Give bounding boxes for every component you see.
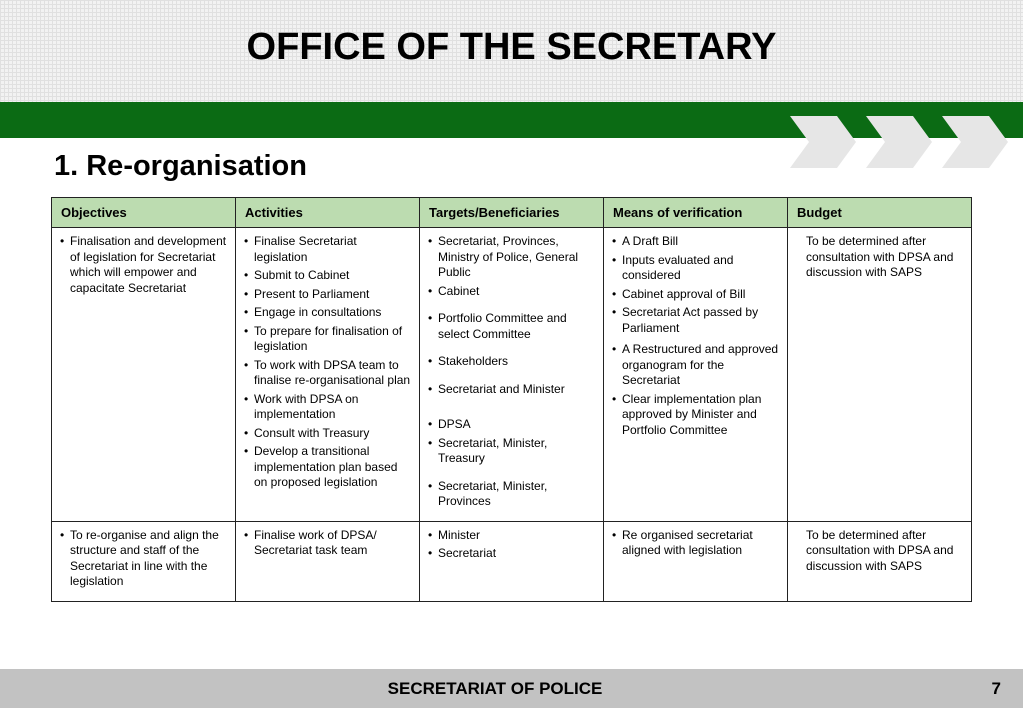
list-item: • Work with DPSA on implementation xyxy=(244,392,413,423)
column-header: Means of verification xyxy=(604,198,788,228)
page-title: OFFICE OF THE SECRETARY xyxy=(246,26,777,68)
list-item: • Stakeholders xyxy=(428,354,597,370)
list-item: • Cabinet approval of Bill xyxy=(612,287,781,303)
list-item: • Submit to Cabinet xyxy=(244,268,413,284)
chevron-decoration xyxy=(790,114,1015,170)
list-item: • Engage in consultations xyxy=(244,305,413,321)
list-item: • Re organised secretariat aligned with legislation xyxy=(612,528,781,559)
chevron-right-icon xyxy=(790,116,856,168)
table-header-row xyxy=(52,198,972,228)
list-item: • Secretariat, Provinces, Ministry of Police, General Public xyxy=(428,234,597,281)
list-item: • Present to Parliament xyxy=(244,287,413,303)
objectives-cell xyxy=(52,228,236,522)
list-item: • Secretariat Act passed by Parliament xyxy=(612,305,781,336)
column-header: Objectives xyxy=(52,198,236,228)
list-item: • Portfolio Committee and select Committee xyxy=(428,311,597,342)
list-item: • Minister xyxy=(428,528,597,544)
list-item: • Finalisation and development of legislation for Secretariat which will empower and capacitate Secretariat xyxy=(60,234,229,296)
list-item: • Develop a transitional implementation plan based on proposed legislation xyxy=(244,444,413,491)
chevron-right-icon xyxy=(866,116,932,168)
column-header: Budget xyxy=(788,198,972,228)
section-heading: 1. Re-organisation xyxy=(54,150,307,182)
list-item: • Consult with Treasury xyxy=(244,426,413,442)
page-number: 7 xyxy=(991,679,1001,698)
table-row xyxy=(52,521,972,601)
targets-cell xyxy=(420,521,604,601)
budget-text: To be determined after consultation with DPSA and discussion with SAPS xyxy=(806,527,954,573)
list-item: • Secretariat xyxy=(428,546,597,562)
list-item: • DPSA xyxy=(428,417,597,433)
list-item: • Secretariat and Minister xyxy=(428,382,597,398)
list-item: • Secretariat, Minister, Provinces xyxy=(428,479,597,510)
list-item: • Finalise Secretariat legislation xyxy=(244,234,413,265)
list-item: • Finalise work of DPSA/ Secretariat task team xyxy=(244,528,413,559)
chevron-right-icon xyxy=(942,116,1008,168)
list-item: • A Restructured and approved organogram for the Secretariat xyxy=(612,342,781,389)
activities-cell xyxy=(236,228,420,522)
budget-cell xyxy=(788,228,972,522)
footer-label: SECRETARIAT OF POLICE xyxy=(387,679,603,698)
list-item: • To prepare for finalisation of legislation xyxy=(244,324,413,355)
budget-text: To be determined after consultation with DPSA and discussion with SAPS xyxy=(806,234,954,279)
budget-cell xyxy=(788,521,972,601)
verification-cell xyxy=(604,521,788,601)
list-item: • A Draft Bill xyxy=(612,234,781,250)
list-item: • Cabinet xyxy=(428,284,597,300)
verification-cell xyxy=(604,228,788,522)
footer-bar xyxy=(0,669,1023,708)
list-item: • To work with DPSA team to finalise re-organisational plan xyxy=(244,358,413,389)
objectives-cell xyxy=(52,521,236,601)
reorganisation-table xyxy=(51,197,972,602)
list-item: • Secretariat, Minister, Treasury xyxy=(428,436,597,467)
list-item: • To re-organise and align the structure and staff of the Secretariat in line with the legislation xyxy=(60,528,229,590)
column-header: Targets/Beneficiaries xyxy=(420,198,604,228)
activities-cell xyxy=(236,521,420,601)
list-item: • Inputs evaluated and considered xyxy=(612,253,781,284)
column-header: Activities xyxy=(236,198,420,228)
list-item: • Clear implementation plan approved by Minister and Portfolio Committee xyxy=(612,392,781,439)
table-row xyxy=(52,228,972,522)
targets-cell xyxy=(420,228,604,522)
